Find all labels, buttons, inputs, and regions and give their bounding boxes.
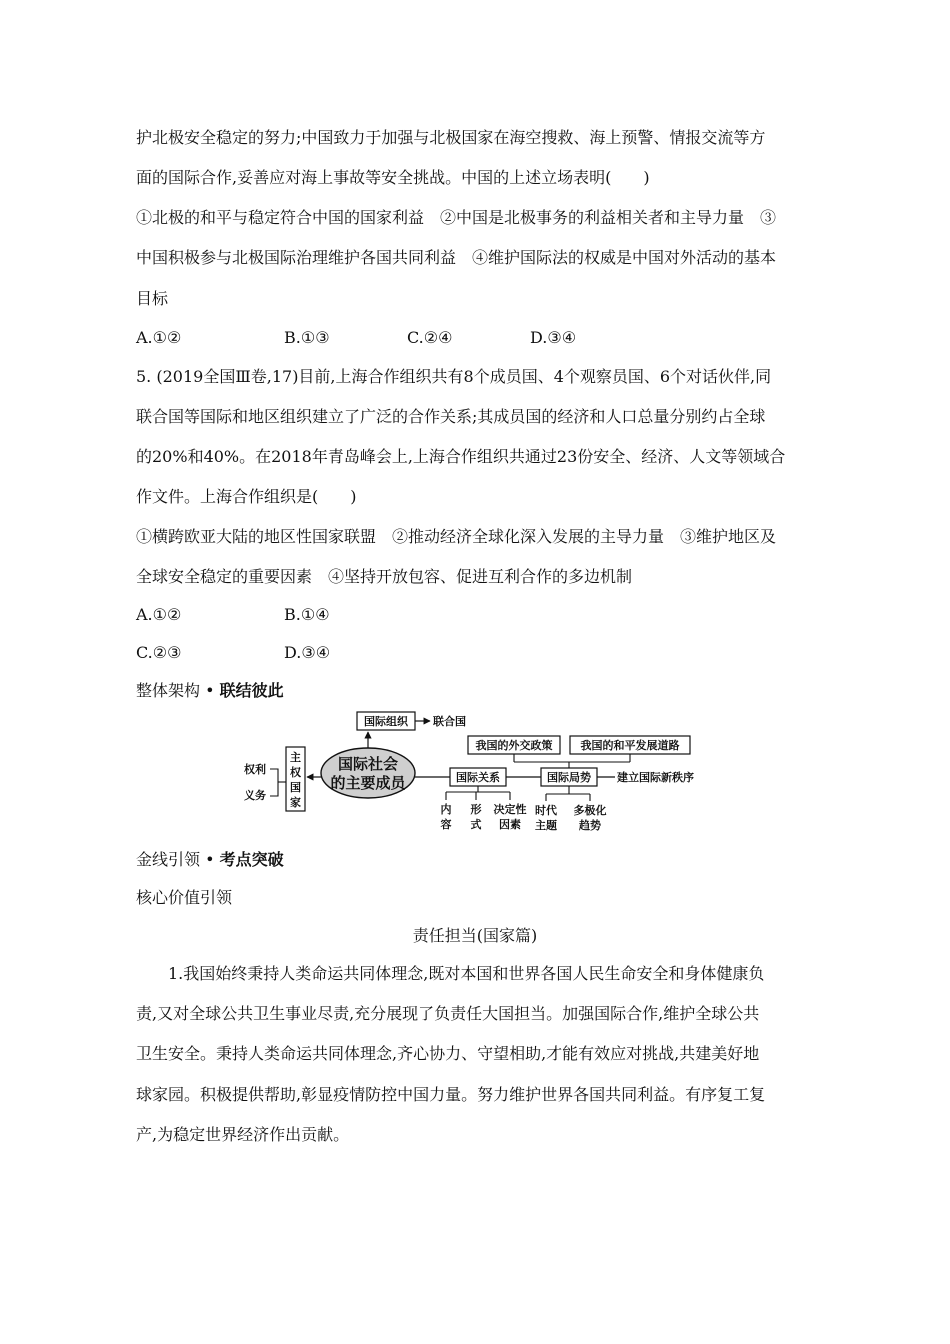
q5-option-d: D.③④: [284, 643, 331, 662]
subtitle: 责任担当(国家篇): [412, 926, 538, 945]
era-theme-label-2: 主题: [535, 819, 557, 832]
q5-option-b: B.①④: [284, 605, 330, 624]
q4-line-4: 中国积极参与北极国际治理维护各国共同利益 ④维护国际法的权威是中国对外活动的基本: [136, 248, 777, 267]
q4-line-2: 面的国际合作,妥善应对海上事故等安全挑战。中国的上述立场表明( ): [136, 168, 650, 187]
multipolar-label-2: 趋势: [579, 819, 601, 832]
foreign-policy-label: 我国的外交政策: [475, 739, 553, 752]
content-label-1: 内: [440, 803, 452, 816]
intl-org-label: 国际组织: [364, 715, 408, 728]
para-line-3: 卫生安全。秉持人类命运共同体理念,齐心协力、守望相助,才能有效应对挑战,共建美好地: [136, 1044, 760, 1063]
multipolar-label-1: 多极化: [573, 804, 607, 817]
para-line-4: 球家园。积极提供帮助,彰显疫情防控中国力量。努力维护世界各国共同利益。有序复工复: [136, 1085, 766, 1104]
intl-relations-label: 国际关系: [456, 771, 500, 784]
peace-path-label: 我国的和平发展道路: [580, 739, 680, 752]
q4-options: [136, 328, 736, 348]
section-heading-core-values: 核心价值引领: [136, 888, 233, 907]
era-theme-label-1: 时代: [535, 804, 557, 817]
sovereign-char-4: 家: [290, 796, 301, 809]
q4-option-d: D.③④: [530, 328, 577, 347]
sovereign-char-1: 主: [290, 751, 301, 764]
q5-line-1: 5. (2019全国Ⅲ卷,17)目前,上海合作组织共有8个成员国、4个观察员国、6个对话伙伴,同: [136, 367, 772, 386]
q5-options-row-2: [136, 643, 536, 663]
concept-diagram: [240, 706, 720, 844]
un-label: 联合国: [433, 715, 466, 728]
q4-option-a: A.①②: [136, 328, 182, 347]
q5-line-6: 全球安全稳定的重要因素 ④坚持开放包容、促进互利合作的多边机制: [136, 567, 633, 586]
para-line-1: 1.我国始终秉持人类命运共同体理念,既对本国和世界各国人民生命安全和身体健康负: [168, 964, 765, 983]
sovereign-char-3: 国: [290, 781, 301, 794]
q5-option-a: A.①②: [136, 605, 182, 624]
section-heading-structure-prefix: 整体架构 •: [136, 681, 220, 700]
q5-line-3: 的20%和40%。在2018年青岛峰会上,上海合作组织共通过23份安全、经济、人文等领域合: [136, 447, 786, 466]
para-line-2: 责,又对全球公共卫生事业尽责,充分展现了负责任大国担当。加强国际合作,维护全球公共: [136, 1004, 760, 1023]
decisive-factor-label-1: 决定性: [493, 803, 527, 816]
q5-line-2: 联合国等国际和地区组织建立了广泛的合作关系;其成员国的经济和人口总量分别约占全球: [136, 407, 766, 426]
new-order-label: 建立国际新秩序: [617, 771, 694, 784]
intl-situation-label: 国际局势: [547, 771, 591, 784]
section-heading-structure: [136, 681, 284, 701]
q5-line-4: 作文件。上海合作组织是( ): [136, 487, 357, 506]
q4-option-b: B.①③: [284, 328, 330, 347]
form-label-2: 式: [470, 818, 482, 831]
section-heading-structure-bold: 联结彼此: [219, 681, 284, 700]
content-label-2: 容: [440, 818, 452, 831]
q5-options-row-1: [136, 605, 536, 625]
q4-line-5: 目标: [136, 289, 169, 308]
section-heading-breakthrough-prefix: 金线引领 •: [136, 850, 220, 869]
q5-line-5: ①横跨欧亚大陆的地区性国家联盟 ②推动经济全球化深入发展的主导力量 ③维护地区及: [136, 527, 777, 546]
q4-line-3: ①北极的和平与稳定符合中国的国家利益 ②中国是北极事务的利益相关者和主导力量 ③: [136, 208, 777, 227]
rights-label: 权利: [244, 763, 266, 776]
q4-line-1: 护北极安全稳定的努力;中国致力于加强与北极国家在海空搜救、海上预警、情报交流等方: [136, 128, 766, 147]
form-label-1: 形: [470, 803, 482, 816]
section-heading-breakthrough: [136, 850, 284, 870]
q5-option-c: C.②③: [136, 643, 182, 662]
center-label-line-1: 国际社会: [337, 755, 399, 773]
decisive-factor-label-2: 因素: [499, 818, 521, 831]
duties-label: 义务: [244, 789, 266, 802]
center-label-line-2: 的主要成员: [330, 774, 406, 792]
section-heading-breakthrough-bold: 考点突破: [219, 850, 284, 869]
sovereign-char-2: 权: [290, 766, 301, 779]
para-line-5: 产,为稳定世界经济作出贡献。: [136, 1125, 350, 1144]
q4-option-c: C.②④: [407, 328, 453, 347]
